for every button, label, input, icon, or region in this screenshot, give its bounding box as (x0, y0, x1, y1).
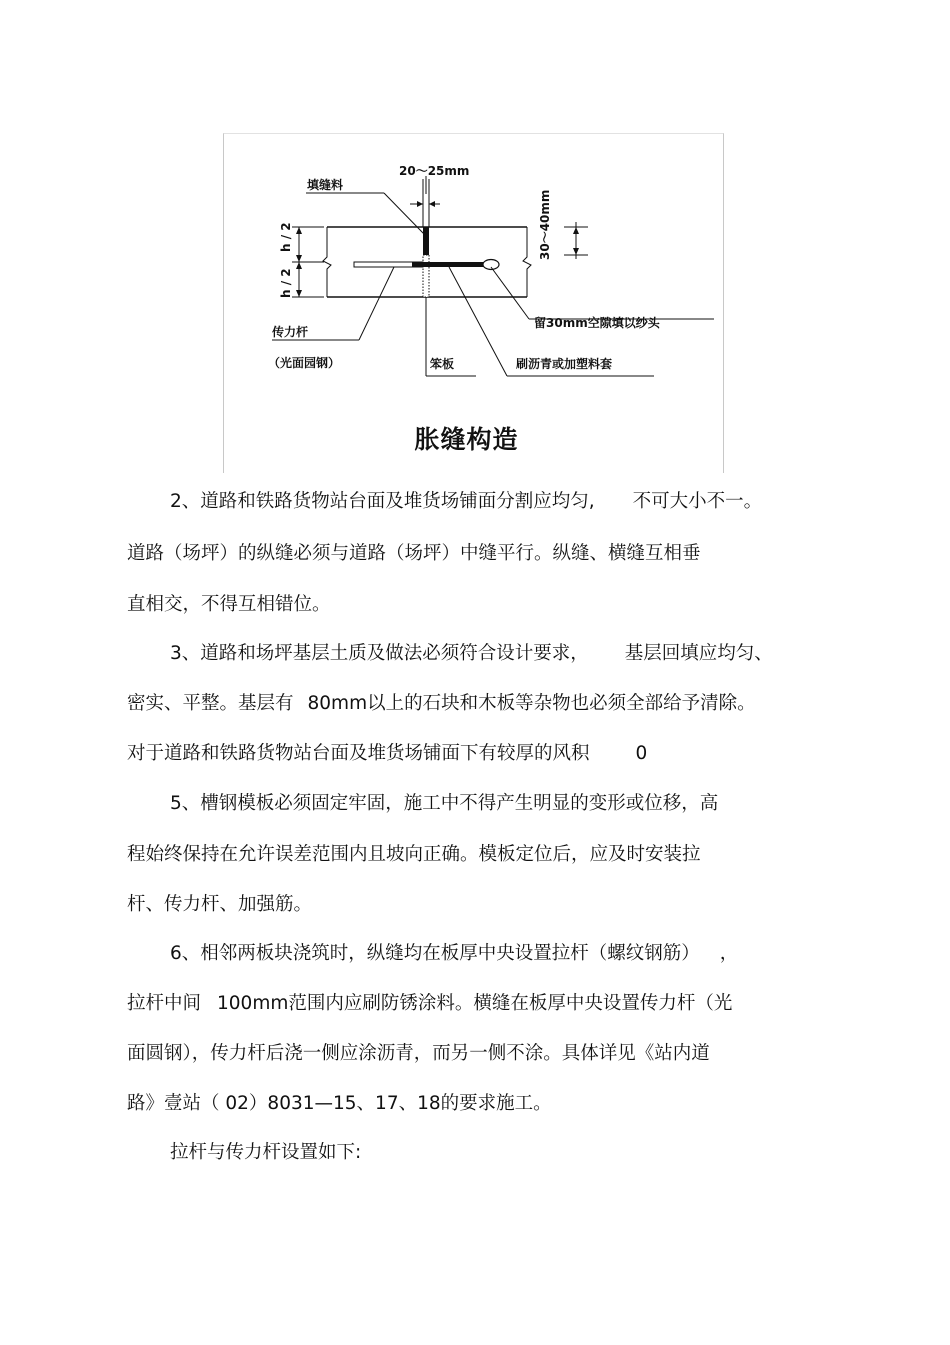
text-run: 面圆钢），传力杆后浇一侧应涂沥青，而另一侧不涂。具体详见《站内道 (127, 1043, 710, 1064)
text-run: 直相交，不得互相错位。 (127, 594, 331, 615)
text-run: 80mm以上的石块和木板等杂物也必须全部给予清除。 (307, 693, 756, 714)
void-leader-diag (491, 267, 529, 319)
para-5-line-3 (127, 893, 312, 917)
depth-arrowhead-bottom (573, 248, 579, 255)
expansion-joint-figure (223, 133, 724, 473)
text-run: 基层回填应均匀、 (624, 643, 773, 664)
gap-width-label: 20～25mm (399, 164, 470, 178)
text-run: 道路（场坪）的纵缝必须与道路（场坪）中缝平行。纵缝、横缝互相垂 (127, 543, 701, 564)
text-run: 100mm范围内应刷防锈涂料。横缝在板厚中央设置传力杆（光 (217, 993, 733, 1014)
text-run: 不可大小不一。 (632, 491, 763, 512)
joint-filler (423, 227, 429, 255)
depth-label: 30～40mm (538, 189, 552, 260)
h-arrowhead-4 (296, 290, 302, 297)
para-6-line-2 (127, 992, 732, 1016)
text-run: 程始终保持在允许误差范围内且坡向正确。模板定位后，应及时安装拉 (127, 844, 701, 865)
para-6-line-4 (127, 1092, 552, 1116)
sleeve-note-label: 刷沥青或加塑料套 (516, 357, 613, 371)
para-2-line-1 (170, 490, 762, 514)
depth-arrowhead-top (573, 227, 579, 234)
para-3-line-3 (127, 742, 647, 766)
dowel-bar-coated (412, 262, 492, 267)
filler-label: 填缝料 (307, 178, 344, 192)
dowel-leader-diag (359, 267, 394, 340)
text-run: ， (719, 943, 739, 964)
para-5-line-2 (127, 843, 701, 867)
para-3-line-1 (170, 642, 773, 666)
para-3-line-2 (127, 692, 756, 716)
half-top-label: h / 2 (279, 222, 293, 252)
dowel-end-cap (483, 260, 499, 270)
h-arrowhead-2 (296, 255, 302, 262)
left-break-line (323, 227, 331, 297)
filler-leader-diag (384, 193, 424, 234)
h-arrowhead-3 (296, 262, 302, 269)
text-run: 拉杆与传力杆设置如下: (170, 1142, 362, 1163)
board-label: 笨板 (430, 357, 455, 371)
text-run: 6、相邻两板块浇筑时，纵缝均在板厚中央设置拉杆（螺纹钢筋） (170, 943, 700, 964)
text-run: 杆、传力杆、加强筋。 (127, 894, 313, 915)
gap-arrowhead-left (417, 201, 423, 207)
void-note-label: 留30mm空隙填以纱头 (534, 316, 660, 330)
para-2-line-2 (127, 542, 701, 566)
para-6-line-3 (127, 1042, 710, 1066)
para-2-line-3 (127, 593, 331, 617)
para-6-line-1 (170, 942, 738, 966)
text-run: 拉杆中间 (127, 993, 202, 1014)
para-7-line-1 (170, 1141, 361, 1165)
dowel-label: 传力杆 (272, 325, 309, 339)
text-run: 2、道路和铁路货物站台面及堆货场铺面分割应均匀, (170, 491, 595, 512)
h-arrowhead-1 (296, 227, 302, 234)
text-run: 0 (635, 743, 648, 764)
figure-caption: 胀缝构造 (414, 425, 519, 454)
text-run: 路》壹站（ 02）8031—15、17、18的要求施工。 (127, 1093, 552, 1114)
filler-board (423, 255, 429, 297)
text-run: 对于道路和铁路货物站台面及堆货场铺面下有较厚的风积 (127, 743, 590, 764)
dowel-note-label: （光面园钢） (268, 356, 341, 370)
text-run: 密实、平整。基层有 (127, 693, 294, 714)
text-run: 3、道路和场坪基层土质及做法必须符合设计要求， (170, 643, 589, 664)
para-5-line-1 (170, 792, 718, 816)
gap-arrowhead-right (429, 201, 435, 207)
right-break-line (523, 227, 531, 297)
sleeve-leader-diag (449, 267, 507, 376)
text-run: 5、槽钢模板必须固定牢固，施工中不得产生明显的变形或位移，高 (170, 793, 719, 814)
half-bottom-label: h / 2 (279, 268, 293, 298)
